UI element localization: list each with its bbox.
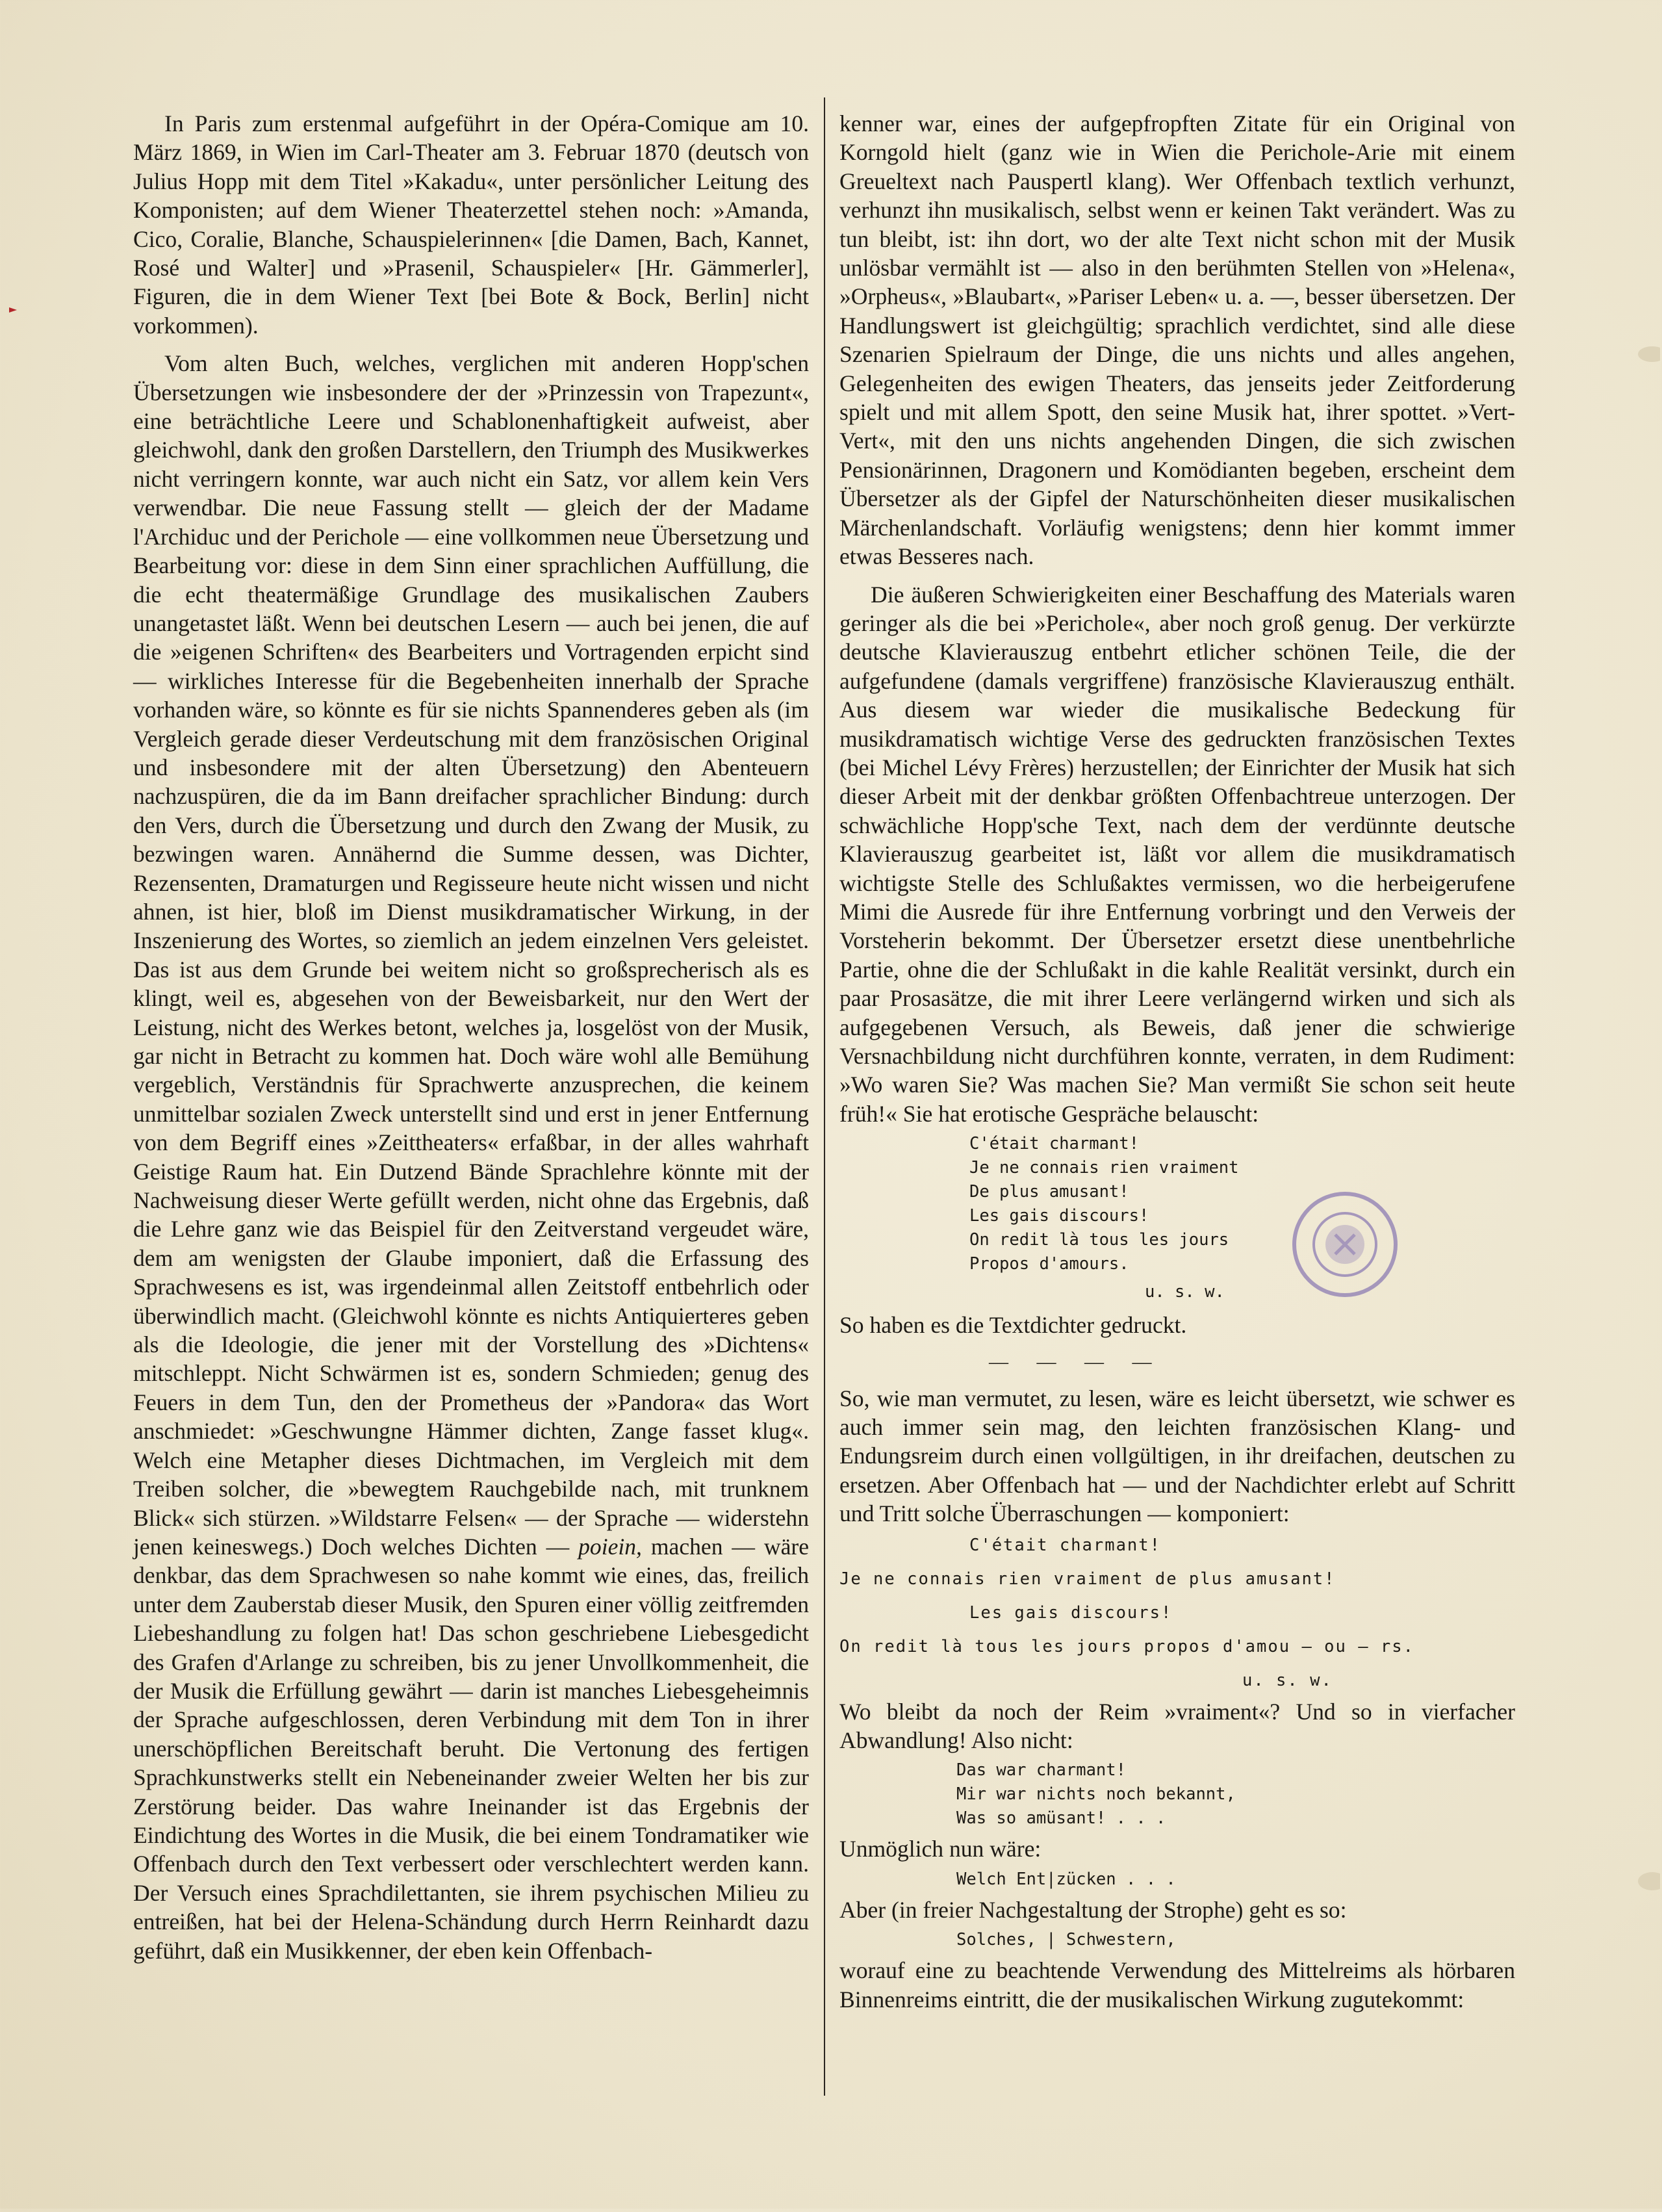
- right-paragraph-3: So haben es die Textdichter gedruckt.: [839, 1312, 1187, 1339]
- right-paragraph-6: Unmöglich nun wäre:: [839, 1836, 1042, 1862]
- verse-line: On redit là tous les jours propos d'amou — ou — rs.: [839, 1636, 1414, 1656]
- verse-block-1: [969, 1132, 1515, 1276]
- verse-line: C'était charmant!: [969, 1535, 1161, 1555]
- right-column: [839, 109, 1515, 2014]
- left-paragraph-2-part-b: machen — wäre denkbar, das dem Sprachwesen so nahe kommt wie eines, das, freilich unter dem Zauberstab dieser Musik, den Spuren einer völlig zeitfremden Liebeshandlung zu folgen hat! Das schon geschriebene Liebesgedicht des Grafen d'Arlange zu schreiben, bis zu jener Unvollkommenheit, die der Musik die Erfüllung gewährt — darin ist manches Liebesgeheimnis der Sprache aufgeschlossen, deren Verbindung mit dem Ton in ihrer unerschöpflichen Bereitschaft beruht. Die Vertonung des fertigen Sprachkunstwerks stellt ein Nebeneinander zweier Welten her bis zur Zerstörung beider. Das wahre Ineinander ist das Ergebnis der Eindichtung des Wortes in die Musik, die bei einem Tondramatiker wie Offenbach durch den Text verbessert oder verschlechtert werden kann. Der Versuch eines Sprachdilettanten, sie ihrem psychischen Milieu zu entreißen, hat bei der Helena-Schändung durch Herrn Reinhardt dazu geführt, daß ein Musikkenner, der eben kein Offenbach-: [133, 1533, 810, 1964]
- verse-1-usw: u. s. w.: [1145, 1282, 1225, 1302]
- verse-block-4: [956, 1868, 1515, 1892]
- verse-line: Les gais discours!: [969, 1602, 1173, 1623]
- verse-line: Das war charmant!: [956, 1760, 1126, 1781]
- right-paragraph-5: Wo bleibt da noch der Reim »vraiment«? Und so in vierfacher Abwandlung! Also nicht:: [839, 1698, 1515, 1754]
- right-paragraph-4: So, wie man vermutet, zu lesen, wäre es leicht übersetzt, wie schwer es auch immer sein mag, den leichten französischen Klang- und Endungsreim durch einen vollgültigen, in ihr dreifachen, deutschen zu ersetzen. Aber Offenbach hat — und der Nachdichter erlebt auf Schritt und Tritt solche Überraschungen — komponiert:: [839, 1385, 1515, 1527]
- left-paragraph-2: [133, 349, 809, 1965]
- verse-line: De plus amusant!: [969, 1182, 1129, 1202]
- verse-line: Les gais discours!: [969, 1206, 1149, 1226]
- verse-block-3: [956, 1758, 1515, 1831]
- verse-2-usw: u. s. w.: [1242, 1670, 1333, 1690]
- verse-line: Propos d'amours.: [969, 1254, 1129, 1274]
- verse-line: C'était charmant!: [969, 1134, 1139, 1154]
- binding-holes: [1621, 0, 1660, 2209]
- verse-block-2: [839, 1528, 1515, 1697]
- verse-block-5: [956, 1928, 1515, 1952]
- right-paragraph-7: Aber (in freier Nachgestaltung der Strophe) geht es so:: [839, 1896, 1347, 1923]
- left-column: [133, 109, 809, 1965]
- verse-line: Was so amüsant! . . .: [956, 1808, 1166, 1829]
- verse-line: Je ne connais rien vraiment de plus amusant!: [839, 1569, 1336, 1589]
- left-paragraph-1: In Paris zum erstenmal aufgeführt in der Opéra-Comique am 10. März 1869, in Wien im Carl-Theater am 3. Februar 1870 (deutsch von Julius Hopp mit dem Titel »Kakadu«, unter persönlicher Leitung des Komponisten; auf dem Wiener Theaterzettel stehen noch: »Amanda, Cico, Coralie, Blanche, Schauspielerinnen« [die Damen, Bach, Kannet, Rosé und Walter] und »Prasenil, Schauspieler« [Hr. Gämmerler], Figuren, die in dem Wiener Text [bei Bote & Bock, Berlin] nicht vorkommen).: [133, 110, 809, 339]
- right-paragraph-2: Die äußeren Schwierigkeiten einer Beschaffung des Materials waren geringer als die bei »Perichole«, aber noch groß genug. Der verkürzte deutsche Klavierauszug entbehrt etlicher schönen Teile, die der aufgefundene (damals vergriffene) französische Klavierauszug enthält. Aus diesem war wieder die musikalische Bedeckung für musikdramatisch wichtige Verse des gedruckten französischen Textes (bei Michel Lévy Frères) herzustellen; der Einrichter der Musik hat sich dieser Arbeit mit der denkbar größten Offenbachtreue unterzogen. Der schwächliche Hopp'sche Text, nach dem der verdünnte deutsche Klavierauszug gearbeitet ist, läßt vor allem die musikdramatisch wichtigste Stelle des Schlußaktes vermissen, wo die herbeigerufene Mimi die Ausrede für ihre Entfernung vorbringt und den Verweis der Vorsteherin bekommt. Der Übersetzer ersetzt diese unentbehrliche Partie, ohne die der Schlußakt in die kahle Realität versinkt, durch ein paar Prosasätze, die mit ihrer Leere verlängernd wirken und sich als aufgegebenen Versuch, als Beweis, daß jener die schwierige Versnachbildung nicht durchführen konnte, verraten, in dem Rudiment: »Wo waren Sie? Was machen Sie? Man vermißt Sie schon seit heute früh!« Sie hat erotische Gespräche belauscht:: [839, 581, 1515, 1127]
- dash-separator: — — — —: [989, 1350, 1164, 1372]
- right-paragraph-8: worauf eine zu beachtende Verwendung des Mittelreims als hörbaren Binnenreims eintritt, die der musikalischen Wirkung zugutekommt:: [839, 1957, 1515, 2013]
- library-stamp: [1290, 1189, 1400, 1300]
- verse-line: Je ne connais rien vraiment: [969, 1158, 1239, 1178]
- right-paragraph-1: kenner war, eines der aufgepfropften Zitate für ein Original von Korngold hielt (ganz wie in Wien die Perichole-Arie mit einem Greueltext nach Pauspertl klang). Wer Offenbach textlich verhunzt, verhunzt ihn musikalisch, selbst wenn er keinen Takt verändert. Was zu tun bleibt, ist: ihn dort, wo der alte Text nicht schon mit der Musik unlösbar vermählt ist — also in den berühmten Stellen von »Helena«, »Orpheus«, »Blaubart«, »Pariser Leben« u. a. —, besser übersetzen. Der Handlungswert ist gleichgültig; sprachlich verdichtet, sind alle diese Szenarien Spielraum der Dinge, die uns nichts und alles angehen, Gelegenheiten des ewigen Theaters, das jenseits jeder Zeitforderung spielt und mit allem Spott, den seine Musik hat, ihrer spottet. »Vert-Vert«, mit den uns nichts angehenden Dingen, die sich zwischen Pensionärinnen, Dragonern und Komödianten begeben, erscheint dem Übersetzer als der Gipfel der Naturschönheiten dieser musikalischen Märchenlandschaft. Vorläufig wenigstens; denn hier kommt immer etwas Besseres nach.: [839, 110, 1515, 570]
- left-paragraph-2-italic: poiein,: [578, 1533, 642, 1560]
- verse-line: Solches, | Schwestern,: [956, 1930, 1176, 1950]
- left-paragraph-2-part-a: Vom alten Buch, welches, verglichen mit anderen Hopp'schen Übersetzungen wie insbesondere der der »Prinzessin von Trapezunt«, eine beträchtliche Leere und Schablonenhaftigkeit aufweist, aber gleichwohl, dank den großen Darstellern, den Triumph des Musikwerkes nicht verringern konnte, war auch nicht ein Satz, vor allem kein Vers verwendbar. Die neue Fassung stellt — gleich der der Madame l'Archiduc und der Perichole — eine vollkommen neue Übersetzung und Bearbeitung vor: diese in dem Sinn einer sprachlichen Auffüllung, die die echt theatermäßige Grundlage des musikalischen Zaubers unangetastet läßt. Wenn bei deutschen Lesern — auch bei jenen, die auf die »eigenen Schriften« des Bearbeiters und Vortragenden erpicht sind — wirkliches Interesse für die Begebenheiten innerhalb der Sprache vorhanden wäre, so könnte es für sie nichts Spannenderes geben als (im Vergleich gerade dieser Verdeutschung mit dem französischen Original und insbesondere mit der alten Übersetzung) den Abenteuern nachzuspüren, die da im Bann dreifacher sprachlicher Bindung: durch den Vers, durch die Übersetzung und durch den Zwang der Musik, zu bezwingen waren. Annähernd die Summe dessen, was Dichter, Rezensenten, Dramaturgen und Regisseure heute nicht wissen und nicht ahnen, ist hier, bloß im Dienst musikdramatischer Wirkung, in der Inszenierung des Wortes, so ziemlich an jedem einzelnen Vers geleistet. Das ist aus dem Grunde bei weitem nicht so großsprecherisch als es klingt, weil es, abgesehen von der Beweisbarkeit, nur den Wert der Leistung, nicht des Werkes betont, welches ja, losgelöst von der Musik, gar nicht in Betracht zu kommen hat. Doch wäre wohl alle Bemühung vergeblich, Verständnis für Sprachwerte anzusprechen, die keinem unmittelbar sozialen Zweck unterstellt sind und erst in jener Entfernung von dem Begriff eines »Zeittheaters« erfaßbar, in der alles wahrhaft Geistige Raum hat. Ein Dutzend Bände Sprachlehre könnte mit der Nachweisung dieser Werte gefüllt werden, nicht ohne das Ergebnis, daß die Lehre ganz wie das Beispiel für den Zeitverstand vergeudet wäre, dem am wenigsten der Glaube imponiert, daß die Erfassung des Sprachwesens es ist, was irgendeinmal allen Zeitstoff entbehrlich oder überwindlich macht. (Gleichwohl könnte es nichts Antiquierteres geben als die Ideologie, die jener mit der Vorstellung des »Dichtens« mitschleppt. Nicht Schwärmen ist es, sondern Schmieden; genug des Feuers in dem Tun, den der Prometheus der »Pandora« das Wort anschmiedet: »Geschwungne Hämmer dichten, Zange fasset klug«. Welch eine Metapher dieses Dichtmachen, im Vergleich mit dem Treiben solcher, die »bewegtem Rauchgebilde nach, mit trunknem Blick« sich stürzen. »Wildstarre Felsen« — der Sprache — widerstehn jenen keineswegs.) Doch welches Dichten —: [133, 350, 809, 1560]
- verse-line: Welch Ent|zücken . . .: [956, 1869, 1176, 1889]
- red-margin-mark: [9, 305, 18, 315]
- verse-line: On redit là tous les jours: [969, 1230, 1229, 1250]
- column-divider: [824, 97, 825, 2096]
- verse-line: Mir war nichts noch bekannt,: [956, 1784, 1236, 1805]
